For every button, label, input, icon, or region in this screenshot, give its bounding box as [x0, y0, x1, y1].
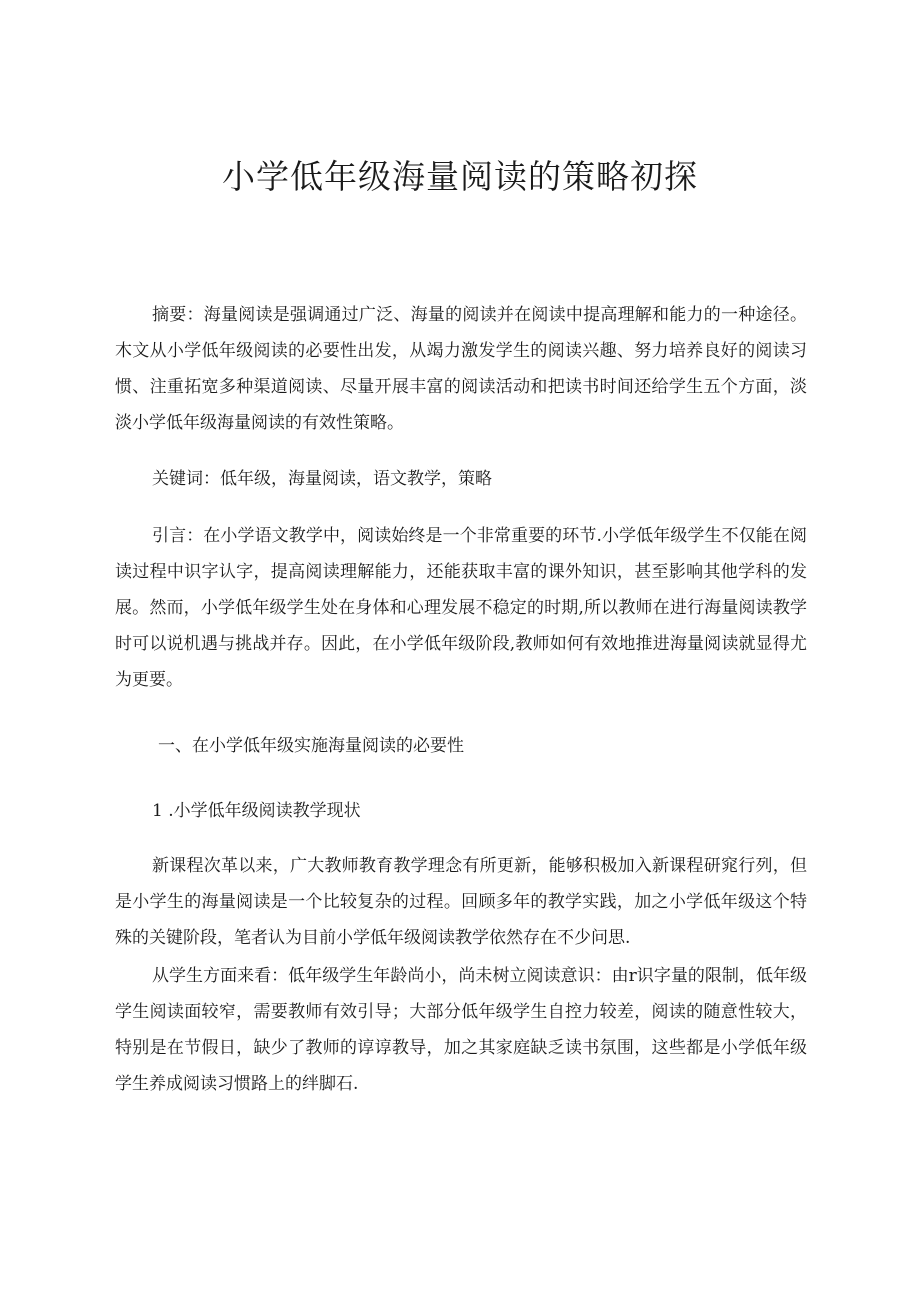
- document-title: 小学低年级海量阅读的策略初探: [222, 157, 698, 196]
- body-paragraph-1: 新课程次革以来，广大教师教育教学理念有所更新，能够积极加入新课程研窕行列，但是小学生的海量阅读是一个比较复杂的过程。回顾多年的教学实践，加之小学低年级这个特殊的关键阶段，笔者认为目前小学低年级阅读教学依然存在不少问思.: [115, 856, 807, 948]
- subsection-heading: 1 .小学低年级阅读教学现状: [152, 801, 361, 821]
- introduction-paragraph: 引言：在小学语文教学中，阅读始终是一个非常重要的环节.小学低年级学生不仅能在阅读过程中识字认字，提高阅读理解能力，还能获取丰富的课外知识，甚至影响其他学科的发展。然而，小学低年级学生处在身体和心理发展不稳定的时期,所以教师在进行海量阅读教学时可以说机遇与挑战并存。因此，在小学低年级阶段,教师如何有效地推进海量阅读就显得尤为更要。: [115, 526, 807, 690]
- section-heading: 一、在小学低年级实施海量阅读的必要性: [158, 736, 464, 756]
- body-paragraph-2: 从学生方面来看：低年级学生年龄尚小，尚未树立阅读意识：由r识字量的限制，低年级学生阅读面较窄，需要教师有效引导；大部分低年级学生自控力较差，阅读的随意性较大，特别是在节假日，缺少了教师的谆谆教导，加之其家庭缺乏读书氛围，这些都是小学低年级学生养成阅读习惯路上的绊脚石.: [115, 966, 807, 1094]
- abstract-paragraph: 摘要：海量阅读是强调通过广泛、海量的阅读并在阅读中提高理解和能力的一种途径。木文从小学低年级阅读的必要性出发，从竭力激发学生的阅读兴趣、努力培养良好的阅读习惯、注重拓宽多种渠道阅读、尽量开展丰富的阅读活动和把读书时间还给学生五个方面，淡淡小学低年级海量阅读的有效性策略。: [115, 305, 807, 433]
- keywords-paragraph: 关键词：低年级，海量阅读，语文教学，策略: [152, 469, 492, 489]
